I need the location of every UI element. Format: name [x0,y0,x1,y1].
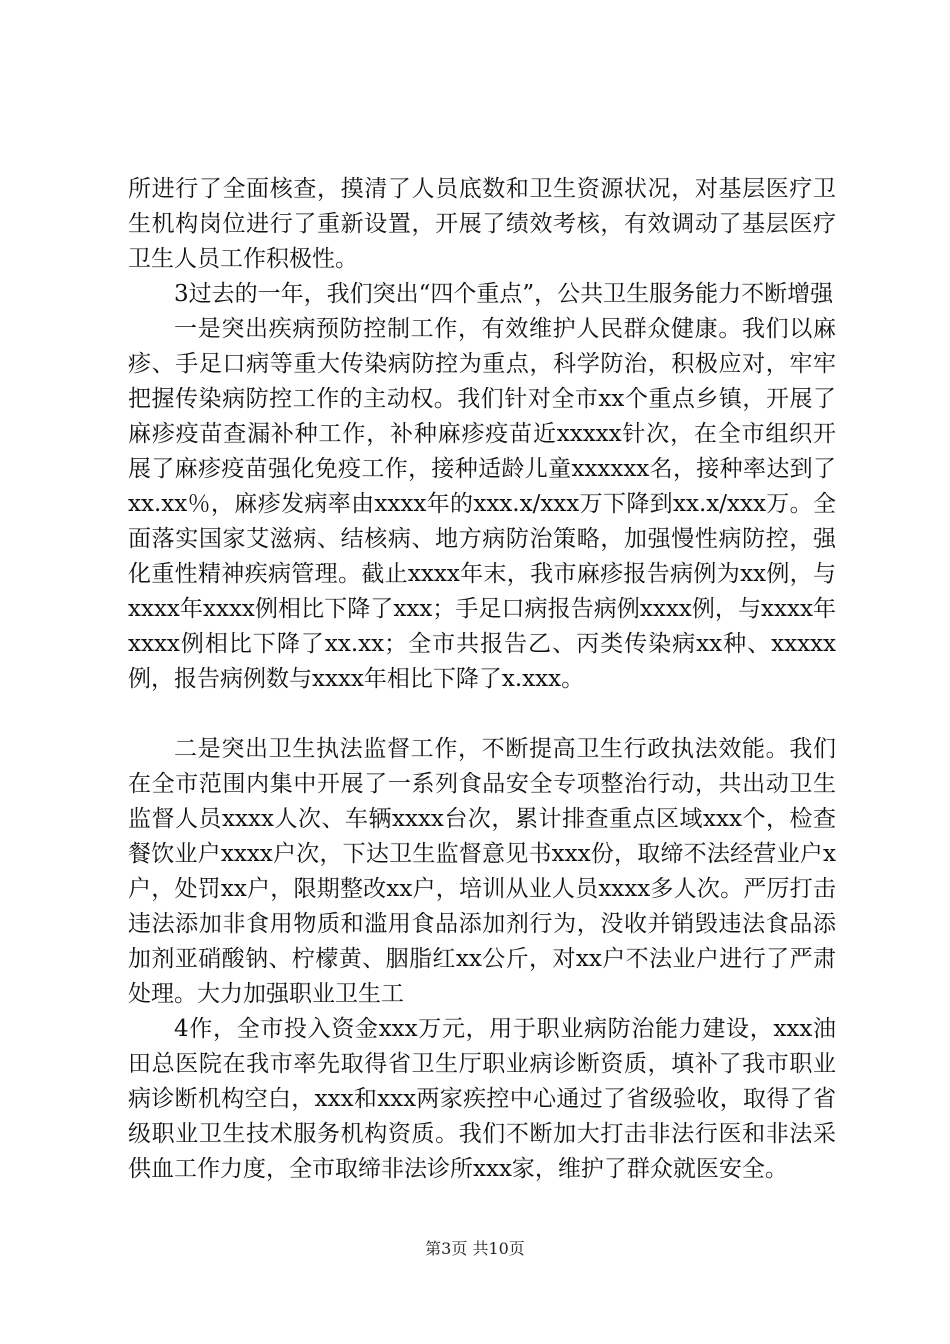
paragraph-continuation: 所进行了全面核查，摸清了人员底数和卫生资源状况，对基层医疗卫生机构岗位进行了重新设置，开展了绩效考核，有效调动了基层医疗卫生人员工作积极性。 [128,176,836,272]
paragraph-health-enforcement: 二是突出卫生执法监督工作，不断提高卫生行政执法效能。我们在全市范围内集中开展了一系列食品安全专项整治行动，共出动卫生监督人员xxxx人次、车辆xxxx台次，累计排查重点区域xxx个，检查餐饮业户xxxx户次，下达卫生监督意见书xxx份，取缔不法经营业户x户，处罚xx户，限期整改xx户，培训从业人员xxxx多人次。严厉打击违法添加非食用物质和滥用食品添加剂行为，没收并销毁违法食品添加剂亚硝酸钠、柠檬黄、胭脂红xx公斤，对xx户不法业户进行了严肃处理。大力加强职业卫生工 [128,736,836,1007]
paragraph-disease-control: 一是突出疾病预防控制工作，有效维护人民群众健康。我们以麻疹、手足口病等重大传染病防控为重点，科学防治，积极应对，牢牢把握传染病防控工作的主动权。我们针对全市xx个重点乡镇，开展了麻疹疫苗查漏补种工作，补种麻疹疫苗近xxxxx针次，在全市组织开展了麻疹疫苗强化免疫工作，接种适龄儿童xxxxxx名，接种率达到了xx.xx％，麻疹发病率由xxxx年的xxx.x/xxx万下降到xx.x/xxx万。全面落实国家艾滋病、结核病、地方病防治策略，加强慢性病防控，强化重性精神疾病管理。截止xxxx年末，我市麻疹报告病例为xx例，与xxxx年xxxx例相比下降了xxx；手足口病报告病例xxxx例，与xxxx年xxxx例相比下降了xx.xx；全市共报告乙、丙类传染病xx种、xxxxx例，报告病例数与xxxx年相比下降了x.xxx。 [128,316,836,692]
page-footer: 第3页 共10页 [425,1239,525,1258]
document-body [128,172,836,1187]
paragraph-occupational-health: 4作，全市投入资金xxx万元，用于职业病防治能力建设，xxx油田总医院在我市率先取得省卫生厅职业病诊断资质，填补了我市职业病诊断机构空白，xxx和xxx两家疾控中心通过了省级验收，取得了省级职业卫生技术服务机构资质。我们不断加大打击非法行医和非法采供血工作力度，全市取缔非法诊所xxx家，维护了群众就医安全。 [128,1016,836,1182]
paragraph-section-heading: 3过去的一年，我们突出“四个重点”，公共卫生服务能力不断增强 [174,281,834,307]
